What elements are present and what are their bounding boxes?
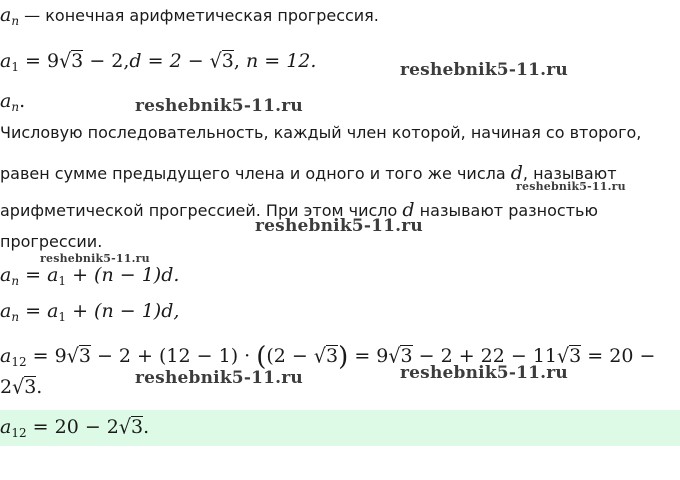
- computation-line-cont: 2√3.: [0, 375, 43, 399]
- watermark: reshebnik5-11.ru: [135, 96, 303, 116]
- computation-line: $a_{12} = 9√3 - 2 + (12 - 1) \cdot ((2 - √3) = 9√3 - 2 + 22 - 11√3 = 20$ −: [0, 342, 656, 372]
- theory-line-2: равен сумме предыдущего члена и одного и того же числа d, называют: [0, 162, 617, 184]
- sqrt-symbol: √3: [59, 49, 84, 73]
- statement-text: — конечная арифметическая прогрессия.: [24, 6, 379, 25]
- d-tail: ,: [233, 50, 240, 72]
- a1-coef: 9: [46, 50, 60, 72]
- watermark: reshebnik5-11.ru: [255, 216, 423, 236]
- formula-general-1: $a_n = a_1 + (n - 1)d$.: [0, 264, 180, 288]
- sqrt-symbol: √3: [209, 49, 234, 73]
- formula-general-2: $a_n = a_1 + (n - 1)d$,: [0, 300, 180, 324]
- sqrt-symbol: √3: [66, 344, 91, 368]
- d-def: d = 2 −: [129, 50, 204, 72]
- sqrt-symbol: √3: [313, 344, 339, 368]
- math-a-n: $a_n$: [0, 4, 20, 28]
- theory-line-4: прогрессии.: [0, 232, 103, 251]
- sqrt-symbol: √3: [12, 375, 37, 399]
- theory-line-3: арифметической прогрессией. При этом число d называют разностью: [0, 199, 598, 221]
- watermark: reshebnik5-11.ru: [516, 180, 626, 193]
- watermark: reshebnik5-11.ru: [400, 60, 568, 80]
- watermark: reshebnik5-11.ru: [400, 363, 568, 383]
- given-values: $a_1 = 9√3 - 2,d = 2 - √3$, n = 12.: [0, 49, 317, 74]
- find-line: $a_n$.: [0, 90, 26, 114]
- theory-line-1: Числовую последовательность, каждый член которой, начиная со второго,: [0, 123, 642, 142]
- a1-tail: − 2,: [89, 50, 130, 72]
- watermark: reshebnik5-11.ru: [135, 368, 303, 388]
- find-punct: .: [19, 90, 26, 112]
- answer-line: $a_{12} = 20 - 2√3$.: [0, 415, 150, 440]
- sqrt-symbol: √3: [557, 344, 582, 368]
- problem-statement: [0, 4, 379, 26]
- n-def: n = 12.: [245, 50, 317, 72]
- sqrt-symbol: √3: [388, 344, 413, 368]
- sqrt-symbol: √3: [118, 415, 144, 439]
- watermark: reshebnik5-11.ru: [40, 252, 150, 265]
